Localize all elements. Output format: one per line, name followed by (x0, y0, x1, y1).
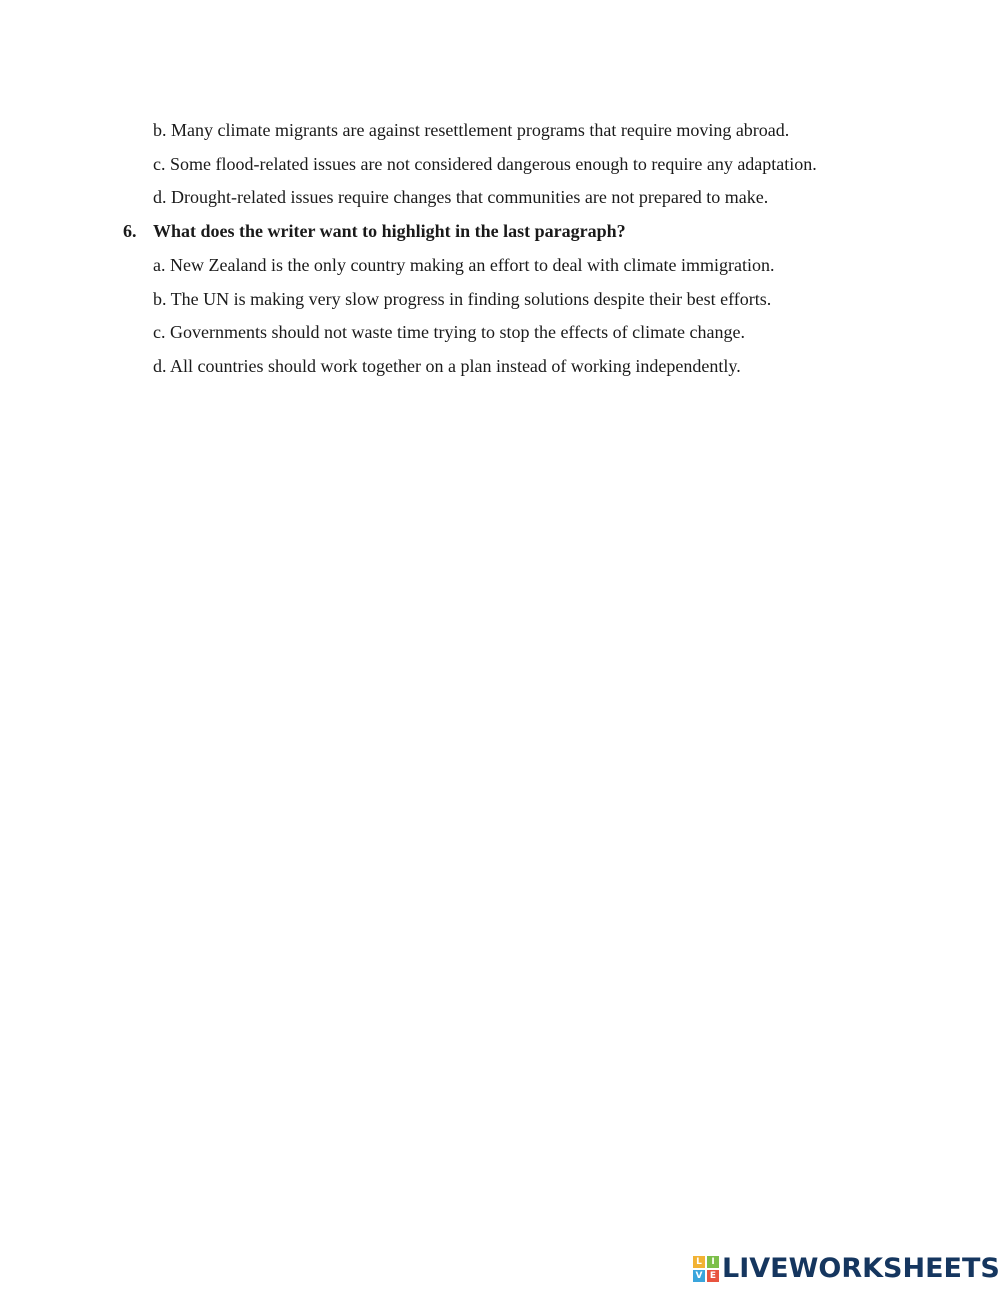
logo-tile: E (707, 1270, 719, 1282)
option-d: d. All countries should work together on a plan instead of working independently. (153, 356, 741, 376)
question-text: What does the writer want to highlight in the last paragraph? (153, 221, 626, 241)
logo-grid-icon (693, 1256, 719, 1282)
option-b-prev: b. Many climate migrants are against resettlement programs that require moving abroad. (153, 120, 790, 140)
option-d-prev: d. Drought-related issues require changes that communities are not prepared to make. (153, 187, 769, 207)
logo-wordmark: LIVEWORKSHEETS (722, 1253, 1000, 1284)
option-c-prev: c. Some flood-related issues are not considered dangerous enough to require any adaptation. (153, 154, 817, 174)
option-c: c. Governments should not waste time trying to stop the effects of climate change. (153, 322, 746, 342)
question-number: 6. (123, 221, 137, 241)
logo-tile: I (707, 1256, 719, 1268)
logo-tile: V (693, 1270, 705, 1282)
logo-tile: L (693, 1256, 705, 1268)
liveworksheets-logo (693, 1254, 1000, 1284)
option-a: a. New Zealand is the only country making an effort to deal with climate immigration. (153, 255, 775, 275)
option-b: b. The UN is making very slow progress in finding solutions despite their best efforts. (153, 289, 772, 309)
